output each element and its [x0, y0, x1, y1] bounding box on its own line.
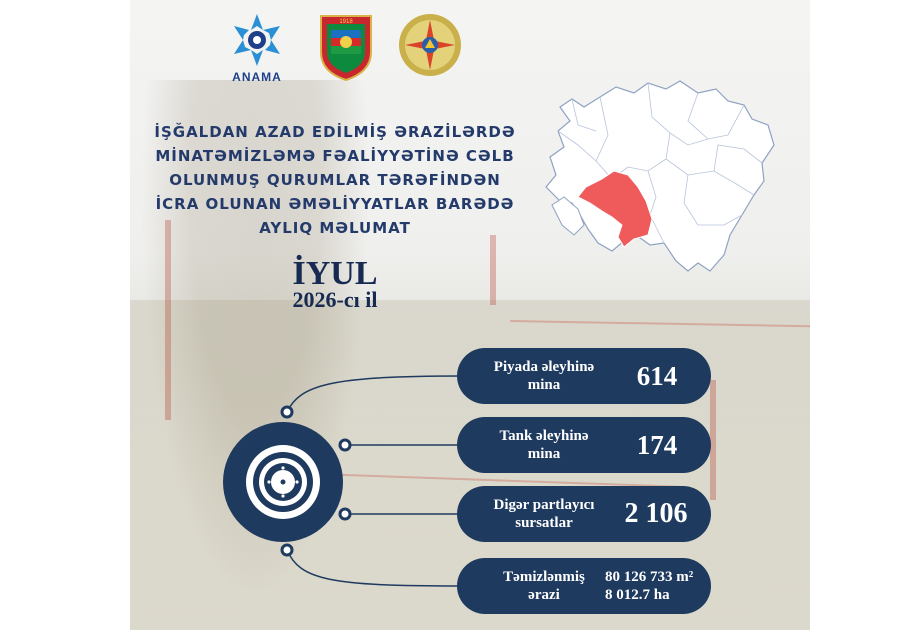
border-troops-emblem: [317, 12, 375, 82]
logo-row: [225, 12, 485, 88]
emergency-ministry-emblem: [397, 12, 463, 78]
stat-label-line: Tank əleyhinə: [499, 428, 589, 444]
stat-label: [479, 568, 609, 604]
marker-pole: [165, 220, 171, 420]
marker-pole: [710, 380, 716, 500]
anama-star-icon: [225, 12, 289, 70]
stat-label-line: ərazi: [528, 587, 560, 603]
report-month: İYUL: [292, 255, 378, 292]
stat-value: 614: [636, 361, 678, 391]
headline: [150, 120, 520, 240]
azerbaijan-map-icon: [538, 75, 778, 280]
emblem-year: 1918: [339, 19, 353, 25]
stat-area-values: [605, 568, 709, 604]
stat-label-line: Piyada əleyhinə: [493, 359, 595, 375]
report-year: 2026-cı il: [292, 287, 378, 312]
anama-logo: [225, 12, 289, 88]
stat-cleared-area: [457, 558, 711, 614]
stat-label-line: sursatlar: [515, 515, 573, 531]
stat-value: 174: [636, 430, 678, 460]
stat-area-ha: 8 012.7 ha: [605, 587, 670, 603]
headline-line: AYLIQ MƏLUMAT: [259, 219, 411, 237]
headline-line: İCRA OLUNAN ƏMƏLİYYATLAR BARƏDƏ: [155, 195, 515, 213]
headline-line: MİNATƏMİZLƏMƏ FƏALİYYƏTİNƏ CƏLB: [155, 147, 515, 165]
stat-area-sqm: 80 126 733 m²: [605, 569, 694, 585]
emergency-star-icon: [397, 12, 463, 78]
stat-label-line: Təmizlənmiş: [503, 569, 585, 585]
headline-line: OLUNMUŞ QURUMLAR TƏRƏFİNDƏN: [169, 171, 501, 189]
shield-emblem-icon: [317, 12, 375, 82]
stat-label-line: mina: [527, 446, 561, 462]
anama-logo-text: ANAMA: [232, 70, 282, 84]
stat-label: [479, 358, 609, 394]
headline-line: İŞĞALDAN AZAD EDİLMİŞ ƏRAZİLƏRDƏ: [154, 123, 516, 141]
stat-antipersonnel-mines: [457, 348, 711, 404]
stat-value: 2 106: [624, 498, 688, 529]
stat-label: [479, 427, 609, 463]
stat-label-line: mina: [527, 377, 561, 393]
stat-label: [479, 496, 609, 532]
stat-antitank-mines: [457, 417, 711, 473]
stat-label-line: Digər partlayıcı: [493, 497, 595, 513]
stat-other-ordnance: [457, 486, 711, 542]
